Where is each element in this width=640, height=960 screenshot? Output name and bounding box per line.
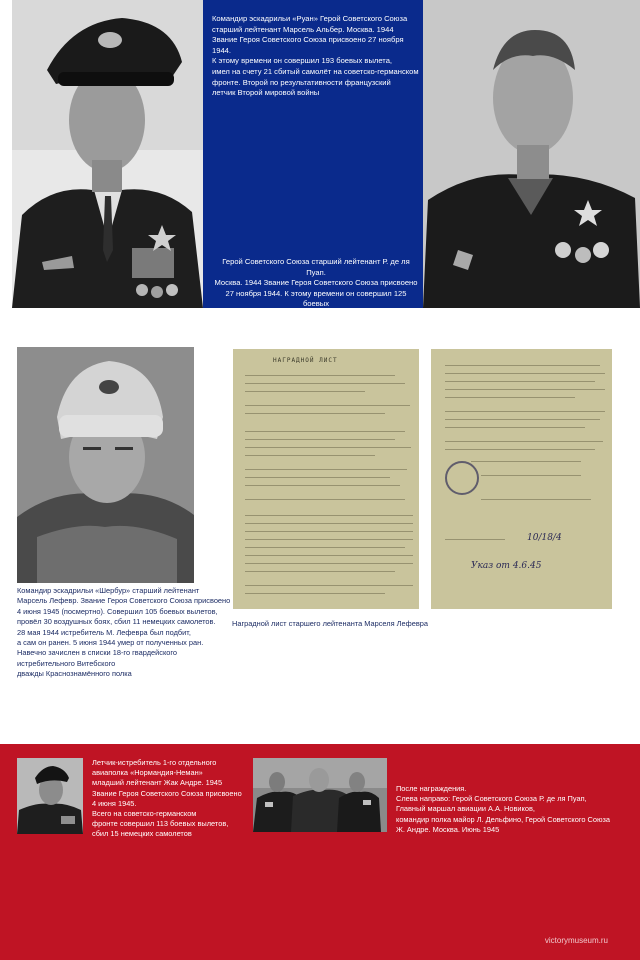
caption-line: старший лейтенант Марсель Альбер. Москва. 1944 — [212, 24, 394, 34]
caption-line: Марсель Лефевр. Звание Героя Советского Союза присвоено — [17, 596, 231, 606]
caption-marcel-lefevre — [17, 586, 232, 680]
handwritten-decree: Указ от 4.6.45 — [471, 561, 542, 571]
photo-de-la-poype — [423, 0, 640, 308]
top-margin — [0, 0, 10, 308]
award-sheet-page-1 — [233, 349, 419, 609]
caption-line: Звание Героя Советского Союза присвоено — [92, 788, 242, 798]
caption-line: Главный маршал авиации А.А. Новиков, — [396, 804, 535, 814]
caption-line: провёл 30 воздушных боях, сбил 11 немецких самолетов. — [17, 617, 216, 627]
caption-de-la-poype — [212, 257, 420, 331]
caption-line: Навечно зачислен в списки 18-го гвардейского — [17, 648, 178, 658]
caption-line: 4 июня 1945 (посмертно). Совершил 105 боевых вылетов, — [17, 606, 218, 616]
caption-line: летчик Второй мировой войны — [212, 88, 320, 98]
award-sheet-title: НАГРАДНОЙ ЛИСТ — [273, 357, 338, 364]
caption-line: Командир эскадрильи «Шербур» старший лейтенант — [17, 586, 200, 595]
caption-line: истребительного Витебского — [17, 658, 116, 668]
caption-line: дважды Краснознамённого полка — [17, 669, 132, 679]
caption-line: имел на счету 21 сбитый самолёт на советско-германском — [212, 66, 419, 76]
caption-line: Слева направо: Герой Советского Союза Р. де ля Пуап, — [396, 794, 587, 804]
caption-after-award — [396, 784, 626, 835]
caption-line: 27 ноября 1944. К этому времени он совершил 125 боевых — [225, 288, 407, 309]
caption-line: 28 мая 1944 истребитель М. Лефевра был подбит, — [17, 627, 191, 637]
caption-line: авиаполка «Нормандия-Неман» — [92, 768, 203, 778]
caption-line: После награждения. — [396, 784, 467, 793]
caption-jacques-andre — [92, 758, 262, 840]
caption-line: вылетов и имел на счету 16 сбитых самолетов противника. — [233, 309, 399, 330]
caption-line: Командир эскадрильи «Руан» Герой Советского Союза — [212, 14, 408, 23]
caption-line: младший лейтенант Жак Андре. 1945 — [92, 778, 223, 788]
handwritten-number: 10/18/4 — [527, 533, 562, 543]
caption-line: Герой Советского Союза старший лейтенант Р. де ля Пуап. — [222, 257, 410, 277]
caption-line: К этому времени он совершил 193 боевых вылета, — [212, 56, 393, 66]
caption-line: Ж. Андре. Москва. Июнь 1945 — [396, 824, 500, 834]
caption-line: Летчик-истребитель 1-го отдельного — [92, 758, 217, 767]
caption-line: фронте совершил 113 боевых вылетов, — [92, 819, 229, 829]
official-stamp-icon — [445, 461, 479, 495]
photo-marcel-albert — [12, 0, 203, 308]
photo-after-award — [253, 758, 387, 832]
caption-line: командир полка майор Л. Дельфино, Герой Советского Союза — [396, 814, 611, 824]
caption-line: Всего на советско-германском — [92, 809, 197, 819]
caption-line: Звание Героя Советского Союза присвоено 27 ноября 1944. — [212, 35, 404, 55]
caption-line: а сам он ранен. 5 июня 1944 умер от полученных ран. — [17, 638, 204, 648]
caption-marcel-albert — [212, 14, 420, 99]
award-sheet-page-2 — [431, 349, 612, 609]
photo-marcel-lefevre — [17, 347, 194, 583]
caption-line: сбил 15 немецких самолетов — [92, 829, 192, 839]
caption-line: фронте. Второй по результативности французский — [212, 77, 391, 87]
caption-line: 4 июня 1945. — [92, 798, 137, 808]
caption-award-sheet: Наградной лист старшего лейтенанта Марселя Лефевра — [232, 619, 428, 628]
photo-jacques-andre — [17, 758, 83, 834]
caption-line: Москва. 1944 Звание Героя Советского Союза присвоено — [214, 278, 418, 288]
site-link[interactable]: victorymuseum.ru — [544, 936, 608, 945]
